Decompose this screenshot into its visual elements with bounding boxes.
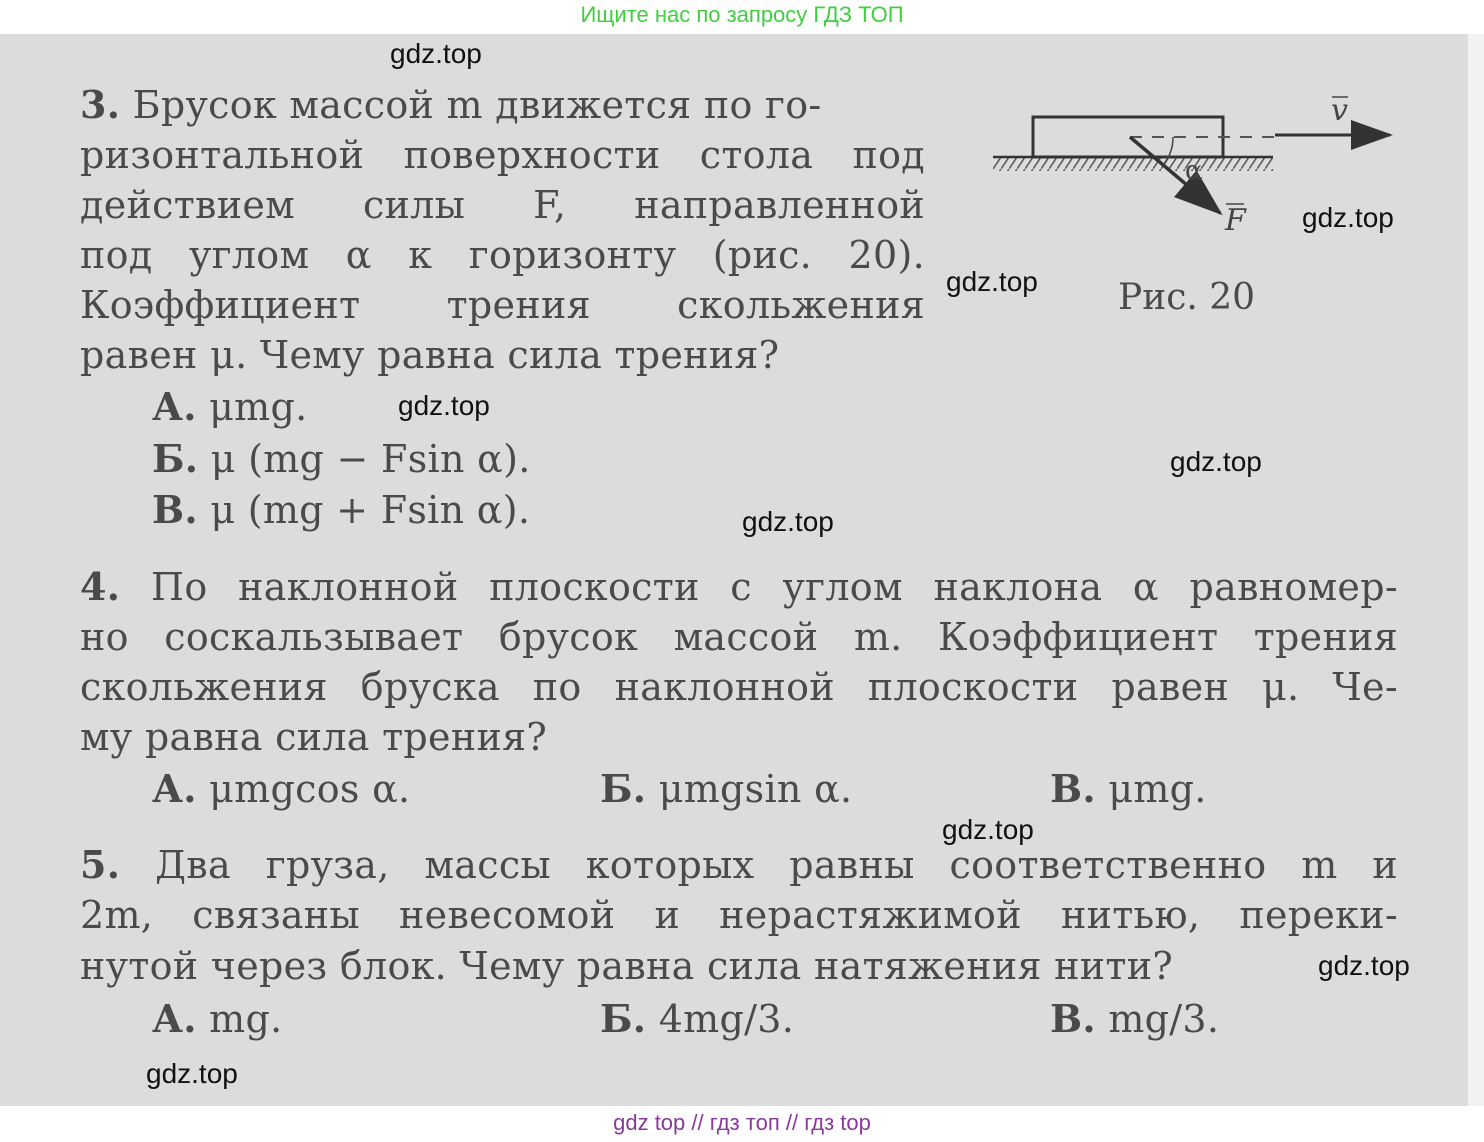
problem-5-option-a (152, 994, 283, 1044)
option-text: μ (mg + Fsin α). (210, 488, 531, 532)
block-rectangle (1033, 117, 1223, 157)
problem-4-line-4: му равна сила трения? (80, 715, 548, 759)
option-text: μmg. (209, 385, 308, 429)
table-surface-hatching (993, 157, 1273, 171)
option-text: μ (mg − Fsin α). (210, 437, 531, 481)
problem-5-text-1: Два груза, массы которых равны соответственно m и (155, 843, 1398, 887)
watermark: gdz.top (1302, 202, 1394, 233)
watermark: gdz.top (1318, 950, 1410, 981)
option-text: mg/3. (1108, 997, 1220, 1041)
problem-4-option-b (600, 764, 852, 814)
alpha-label: α (1185, 156, 1203, 186)
watermark: gdz.top (1170, 446, 1262, 477)
option-label: В. (1050, 766, 1096, 811)
problem-3-line-3: действием силы F, направленной (80, 183, 925, 227)
problem-3-text-1: Брусок массой m движется по го- (132, 83, 822, 127)
option-text: μmgcos α. (209, 767, 411, 811)
bottom-banner: gdz top // гдз топ // гдз top (0, 1106, 1484, 1142)
problem-4-line-1 (80, 562, 1398, 612)
v-label: v (1331, 93, 1348, 128)
watermark: gdz.top (946, 266, 1038, 297)
option-label: В. (1050, 996, 1096, 1041)
option-text: 4mg/3. (658, 997, 795, 1041)
problem-3-line-2: ризонтальной поверхности стола под (80, 133, 925, 177)
option-label: А. (152, 996, 197, 1041)
problem-4-option-a (152, 764, 410, 814)
option-label: А. (152, 766, 197, 811)
problem-4-text-1: По наклонной плоскости с углом наклона α равномер- (150, 565, 1398, 609)
option-text: μmgsin α. (658, 767, 853, 811)
problem-5-line-2: 2m, связаны невесомой и нерастяжимой нитью, переки- (80, 893, 1398, 937)
option-text: mg. (209, 997, 283, 1041)
problem-5-option-c (1050, 994, 1219, 1044)
option-label: В. (152, 487, 198, 532)
problem-3-line-1 (80, 80, 822, 130)
problem-3-option-c (152, 485, 530, 535)
option-label: Б. (152, 436, 199, 481)
watermark: gdz.top (742, 506, 834, 537)
problem-5-line-3: нутой через блок. Чему равна сила натяжения нити? (80, 944, 1174, 988)
problem-3-number: 3. (80, 82, 121, 127)
watermark: gdz.top (942, 814, 1034, 845)
force-arrow (1130, 137, 1220, 213)
option-label: А. (152, 384, 197, 429)
F-label: F (1225, 203, 1246, 238)
problem-4-number: 4. (80, 564, 121, 609)
problem-5-option-b (600, 994, 794, 1044)
problem-3-line-5: Коэффициент трения скольжения (80, 283, 925, 327)
watermark: gdz.top (398, 390, 490, 421)
problem-4-line-3: скольжения бруска по наклонной плоскости равен μ. Че- (80, 665, 1398, 709)
option-label: Б. (600, 996, 647, 1041)
problem-3-line-6: равен μ. Чему равна сила трения? (80, 333, 780, 377)
top-banner: Ищите нас по запросу ГДЗ ТОП (0, 0, 1484, 34)
problem-5-number: 5. (80, 842, 121, 887)
problem-3-option-a (152, 382, 308, 432)
figure-caption: Рис. 20 (1118, 277, 1256, 318)
watermark: gdz.top (390, 38, 482, 69)
problem-4-option-c (1050, 764, 1207, 814)
option-text: μmg. (1108, 767, 1207, 811)
problem-4-line-2: но соскальзывает брусок массой m. Коэффициент трения (80, 615, 1398, 659)
problem-3-line-4: под углом α к горизонту (рис. 20). (80, 233, 925, 277)
problem-3-option-b (152, 434, 531, 484)
watermark: gdz.top (146, 1058, 238, 1089)
option-label: Б. (600, 766, 647, 811)
problem-5-line-1 (80, 840, 1398, 890)
